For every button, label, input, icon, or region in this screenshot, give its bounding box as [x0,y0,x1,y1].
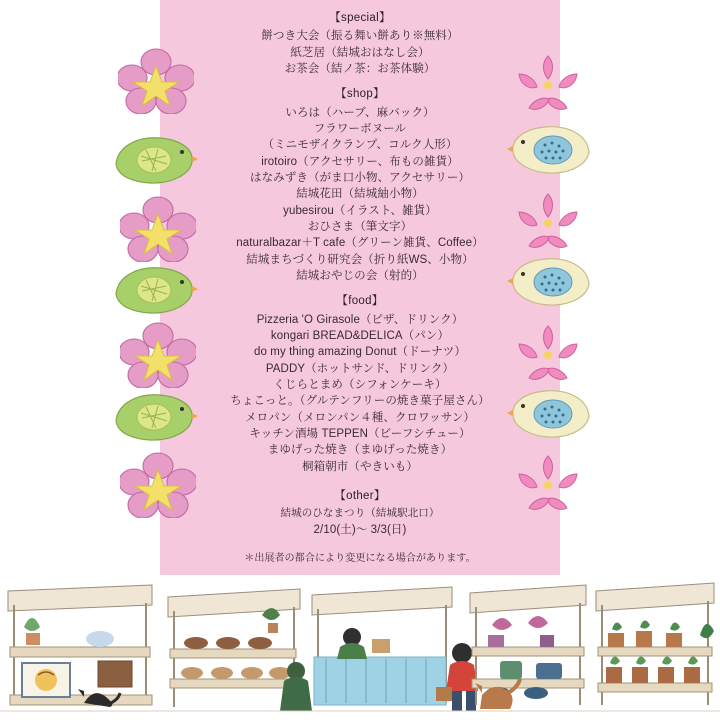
poster-text-content [160,10,560,570]
list-item: はなみずき（がま口小物、アクセサリー） [249,171,471,184]
section-special [160,10,560,77]
list-item: （ミニモザイクランプ、コルク人形） [262,139,458,152]
list-item: 結城のひなまつり（結城駅北口） [280,507,440,520]
list-item: PADDY（ホットサンド、ドリンク） [265,362,455,375]
list-item: kongari BREAD&DELICA（パン） [270,329,450,342]
list-item: おひさま（筆文字） [307,220,413,233]
list-item: 結城まちづくり研究会（折り紙WS、小物） [246,253,474,266]
list-item: 餅つき大会（振る舞い餅あり※無料） [261,30,459,43]
list-item: 紙芝居（結城おはなし会） [290,46,430,59]
section-other [160,488,560,539]
event-dates: 2/10(土)〜 3/3(日) [313,524,407,537]
disclaimer-text: ＊出展者の都合により変更になる場合があります。 [244,553,476,565]
section-heading: 【shop】 [335,88,385,101]
list-item: irotoiro（アクセサリー、布もの雑貨） [261,155,459,168]
list-item: くじらとまめ（シフォンケーキ） [273,378,447,391]
list-item: yubesirou（イラスト、雑貨） [283,204,437,217]
section-food [160,293,560,475]
list-item: ちょこっと。（グルテンフリーの焼き菓子屋さん） [230,395,490,408]
list-item: do my thing amazing Donut（ドーナツ） [254,346,466,359]
list-item: メロパン（メロンパン４種、クロワッサン） [244,411,476,424]
list-item: 結城おやじの会（射的） [296,269,424,282]
list-item: キッチン酒場 TEPPEN（ビーフシチュー） [249,427,471,440]
list-item: 結城花田（結城紬小物） [296,188,424,201]
list-item: Pizzeria 'O Girasole（ピザ、ドリンク） [256,313,464,326]
list-item: naturalbazar＋T cafe（グリーン雑貨、Coffee） [236,237,484,250]
list-item: いろは（ハーブ、麻バック） [285,106,435,119]
list-item: お茶会（結ノ茶：お茶体験） [284,62,436,75]
section-shop [160,86,560,284]
section-heading: 【food】 [336,295,384,308]
section-heading: 【special】 [329,12,391,24]
section-heading: 【other】 [334,489,386,502]
list-item: 桐箱朝市（やきいも） [302,460,418,473]
market-stalls-illustration [0,575,720,720]
list-item: まゆげった焼き（まゆげった焼き） [267,444,453,457]
list-item: フラワーボヌール [313,122,407,135]
